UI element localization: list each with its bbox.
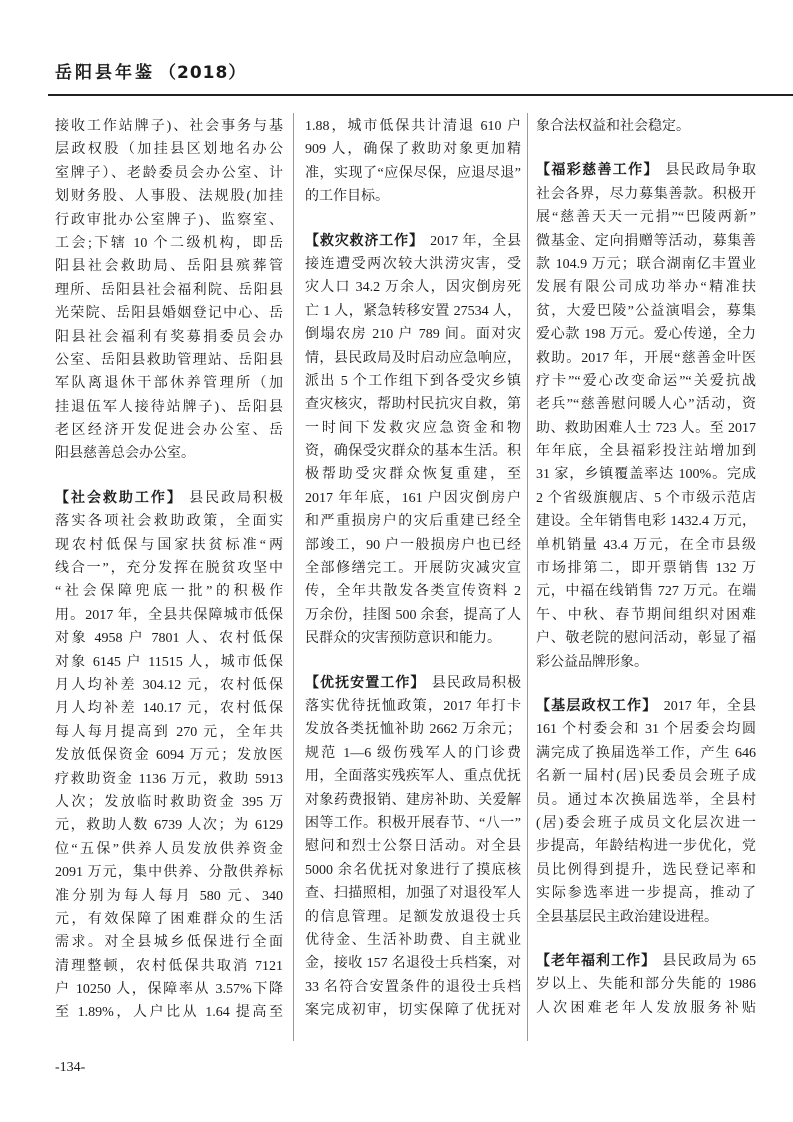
text-line: 室牌子）、老龄委员会办公室、计 xyxy=(55,165,283,181)
page-number: -134- xyxy=(55,1060,86,1075)
text-line: 用。2017 年，全县共保障城市低保 xyxy=(55,607,283,623)
text-line: 规范 1—6 级伤残军人的门诊费 xyxy=(305,745,521,761)
column-divider xyxy=(527,113,528,1041)
text-line: 落实优待抚恤政策，2017 年打卡 xyxy=(305,698,521,714)
text-line: 户、敬老院的慰问活动，彰显了福 xyxy=(536,631,756,647)
text-line: 困等工作。积极开展春节、“八一” xyxy=(305,815,521,831)
text-line xyxy=(536,695,756,718)
text-line: 案完成初审，切实保障了优抚对 xyxy=(305,1003,521,1019)
text-line: “社会保障兜底一批”的积极作 xyxy=(55,584,283,600)
text-run: 县民政局积极 xyxy=(189,490,283,506)
text-line: 员。通过本次换届选举，全县村 xyxy=(536,792,756,808)
text-line: 用，全面落实残疾军人、重点优抚 xyxy=(305,769,521,785)
text-line: 亡 1 人，紧急转移安置 27534 人， xyxy=(305,303,521,319)
text-line: 疗卡”“爱心改变命运”“关爱抗战 xyxy=(536,373,756,389)
text-line: 和严重损房户的灾后重建已经全 xyxy=(305,514,521,530)
text-line: 挂退伍军人接待站牌子)、岳阳县 xyxy=(55,399,283,415)
text-line: 优待金、生活补助费、自主就业 xyxy=(305,932,521,948)
text-line: 909 人，确保了救助对象更加精 xyxy=(305,142,521,158)
text-line: 元，有效保障了困难群众的生活 xyxy=(55,911,283,927)
section-heading: 【基层政权工作】 xyxy=(536,697,658,714)
text-line: 彩公益品牌形象。 xyxy=(536,654,648,670)
text-line: 2017 年年底，161 户因灾倒房户 xyxy=(305,490,521,506)
text-line: 部竣工，90 户一般损房户也已经 xyxy=(305,537,521,553)
section-heading: 【老年福利工作】 xyxy=(536,952,657,969)
text-line: 年年底，全县福彩投注站增加到 xyxy=(536,444,756,460)
text-line xyxy=(536,950,756,973)
text-line: 理所、岳阳县社会福利院、岳阳县 xyxy=(55,282,283,298)
text-line: 阳县慈善总会办公室。 xyxy=(55,446,195,462)
text-line: 划财务股、人事股、法规股(加挂 xyxy=(55,189,283,205)
column-divider xyxy=(293,113,294,1041)
running-header xyxy=(55,62,246,84)
text-line: 款 104.9 万元；联合湖南亿丰置业 xyxy=(536,256,756,272)
text-line: 救助。2017 年，开展“慈善金叶医 xyxy=(536,350,756,366)
text-line: 对象药费报销、建房补助、关爱解 xyxy=(305,792,521,808)
text-line: 军队离退休干部休养管理所（加 xyxy=(55,376,283,392)
text-line: 层政权股（加挂县区划地名办公 xyxy=(55,142,283,158)
text-line: 接连遭受两次较大洪涝灾害，受 xyxy=(305,256,521,272)
text-line: 需求。对全县城乡低保进行全面 xyxy=(55,935,283,951)
book-title: 岳阳县年鉴 xyxy=(55,63,155,83)
text-line: 5000 余名优抚对象进行了摸底核 xyxy=(305,862,521,878)
paragraph xyxy=(305,672,521,1023)
text-line xyxy=(305,230,521,253)
text-line: 资，确保受灾群众的基本生活。积 xyxy=(305,444,521,460)
text-line: 人次；发放临时救助资金 395 万 xyxy=(55,794,283,810)
text-line: 金，接收 157 名退役士兵档案，对 xyxy=(305,956,521,972)
section-heading: 【社会救助工作】 xyxy=(55,489,183,506)
text-line: 1.88，城市低保共计清退 610 户 xyxy=(305,119,521,134)
text-line: 至 1.89%，人户比从 1.64 提高至 xyxy=(55,1005,283,1021)
text-line: 情，县民政局及时启动应急响应， xyxy=(305,350,521,366)
section-heading: 【救灾救济工作】 xyxy=(305,232,424,249)
text-line: 工会;下辖 10 个二级机构，即岳 xyxy=(55,235,283,251)
paragraph xyxy=(305,115,521,209)
text-line: 展“慈善天天一元捐”“巴陵两新” xyxy=(536,210,756,226)
text-line: 全县基层民主政治建设进程。 xyxy=(536,909,718,925)
column-1 xyxy=(55,115,283,1025)
text-line: 极帮助受灾群众恢复重建，至 xyxy=(305,467,521,483)
text-line xyxy=(536,159,756,182)
text-line: 接收工作站牌子)、社会事务与基 xyxy=(55,119,283,134)
text-line: 名新一届村(居)民委员会班子成 xyxy=(536,769,756,785)
text-line: 员比例得到提升，选民登记率和 xyxy=(536,862,756,878)
text-line: 2 个省级旗舰店、5 个市级示范店 xyxy=(536,490,756,506)
text-line: 助、救助困难人士 723 人。至 2017 xyxy=(536,420,756,436)
text-line: 行政审批办公室牌子)、监察室、 xyxy=(55,212,283,228)
text-line: 午、中秋、春节期间组织对困难 xyxy=(536,607,756,623)
header-rule xyxy=(48,94,793,96)
text-run: 2017 年，全县 xyxy=(663,698,756,714)
text-line: 社会各界，尽力募集善款。积极开 xyxy=(536,186,756,202)
paragraph xyxy=(55,115,283,466)
text-line: 贫，大爱巴陵”公益演唱会，募集 xyxy=(536,303,756,319)
text-line: 的工作目标。 xyxy=(305,189,389,205)
text-line: 灾人口 34.2 万余人，因灾倒房死 xyxy=(305,280,521,296)
text-line: 准分别为每人每月 580 元、340 xyxy=(55,888,283,904)
text-line: 建设。全年销售电彩 1432.4 万元， xyxy=(536,514,756,530)
section-heading: 【福彩慈善工作】 xyxy=(536,162,659,179)
text-line: 派出 5 个工作组下到各受灾乡镇 xyxy=(305,373,521,389)
text-line: 月人均补差 140.17 元，农村低保 xyxy=(55,701,283,717)
text-line: 元，救助人数 6739 人次；为 6129 xyxy=(55,818,283,834)
text-line: 象合法权益和社会稳定。 xyxy=(536,119,690,134)
text-line: 发放各类抚恤补助 2662 万余元； xyxy=(305,722,521,738)
text-line: 查灾核灾，帮助村民抗灾自救，第 xyxy=(305,397,521,413)
paragraph xyxy=(305,230,521,651)
paragraph xyxy=(536,159,756,674)
text-line: 准，实现了“应保尽保，应退尽退” xyxy=(305,165,521,181)
column-2 xyxy=(305,115,521,1022)
paragraph xyxy=(536,115,756,138)
text-line: 元，中福在线销售 727 万元。在端 xyxy=(536,584,756,600)
text-line: 一时间下发救灾应急资金和物 xyxy=(305,420,521,436)
text-line: 民群众的灾害预防意识和能力。 xyxy=(305,631,501,647)
text-line: 单机销量 43.4 万元，在全市县级 xyxy=(536,537,756,553)
text-line xyxy=(55,487,283,510)
text-line: 查、扫描照相，加强了对退役军人 xyxy=(305,886,521,902)
text-line xyxy=(305,672,521,695)
text-line: 户 10250 人，保障率从 3.57%下降 xyxy=(55,982,283,998)
text-line: 对象 6145 户 11515 人，城市低保 xyxy=(55,654,283,670)
paragraph xyxy=(55,487,283,1025)
text-line: 传，全年共散发各类宣传资料 2 xyxy=(305,584,521,600)
text-line: 满完成了换届选举工作，产生 646 xyxy=(536,745,756,761)
text-line: 33 名符合安置条件的退役士兵档 xyxy=(305,979,521,995)
text-line: 人次困难老年人发放服务补贴 xyxy=(536,1000,756,1016)
text-run: 县民政局争取 xyxy=(665,163,756,179)
text-line: 老区经济开发促进会办公室、岳 xyxy=(55,423,283,439)
text-line: 清理整顿，农村低保共取消 7121 xyxy=(55,958,283,974)
text-line: (居)委会班子成员文化层次进一 xyxy=(536,815,756,831)
text-line: 线合一”，充分发挥在脱贫攻坚中 xyxy=(55,561,283,577)
column-3 xyxy=(536,115,756,1020)
text-line: 阳县社会救助局、岳阳县殡葬管 xyxy=(55,259,283,275)
text-line: 落实各项社会救助政策，全面实 xyxy=(55,514,283,530)
text-line: 实际参选率进一步提高，推动了 xyxy=(536,886,756,902)
text-line: 步提高，年龄结构进一步优化，党 xyxy=(536,839,756,855)
text-line: 万余份，挂图 500 余套，提高了人 xyxy=(305,607,521,623)
text-run: 县民政局为 65 xyxy=(662,953,756,969)
text-line: 阳县社会福利有奖募捐委员会办 xyxy=(55,329,283,345)
paragraph xyxy=(536,695,756,929)
text-line: 老兵”“慈善慰问暖人心”活动，资 xyxy=(536,397,756,413)
text-line: 2091 万元，集中供养、分散供养标 xyxy=(55,865,283,881)
text-line: 光荣院、岳阳县婚姻登记中心、岳 xyxy=(55,306,283,322)
text-line: 爱心款 198 万元。爱心传递，全力 xyxy=(536,327,756,343)
text-line: 发放低保资金 6094 万元；发放医 xyxy=(55,748,283,764)
text-run: 县民政局积极 xyxy=(431,675,521,691)
text-line: 慰问和烈士公祭日活动。对全县 xyxy=(305,839,521,855)
text-line: 每人每月提高到 270 元，全年共 xyxy=(55,724,283,740)
text-line: 岁以上、失能和部分失能的 1986 xyxy=(536,977,756,993)
paragraph xyxy=(536,950,756,1020)
text-line: 的信息管理。足额发放退役士兵 xyxy=(305,909,521,925)
text-line: 位“五保”供养人员发放供养资金 xyxy=(55,841,283,857)
text-line: 发展有限公司成功举办“精准扶 xyxy=(536,280,756,296)
text-line: 161 个村委会和 31 个居委会均圆 xyxy=(536,722,756,738)
text-run: 2017 年，全县 xyxy=(430,233,521,249)
section-heading: 【优抚安置工作】 xyxy=(305,674,426,691)
text-line: 疗救助资金 1136 万元，救助 5913 xyxy=(55,771,283,787)
text-line: 31 家，乡镇覆盖率达 100%。完成 xyxy=(536,467,756,483)
text-line: 微基金、定向捐赠等活动，募集善 xyxy=(536,233,756,249)
text-line: 市场排第二，即开票销售 132 万 xyxy=(536,561,756,577)
text-line: 对象 4958 户 7801 人、农村低保 xyxy=(55,631,283,647)
book-year: （2018） xyxy=(159,63,247,83)
text-line: 月人均补差 304.12 元，农村低保 xyxy=(55,677,283,693)
text-line: 公室、岳阳县救助管理站、岳阳县 xyxy=(55,352,283,368)
text-line: 倒塌农房 210 户 789 间。面对灾 xyxy=(305,327,521,343)
text-line: 现农村低保与国家扶贫标准“两 xyxy=(55,537,283,553)
text-line: 全部修缮完工。开展防灾减灾宣 xyxy=(305,561,521,577)
